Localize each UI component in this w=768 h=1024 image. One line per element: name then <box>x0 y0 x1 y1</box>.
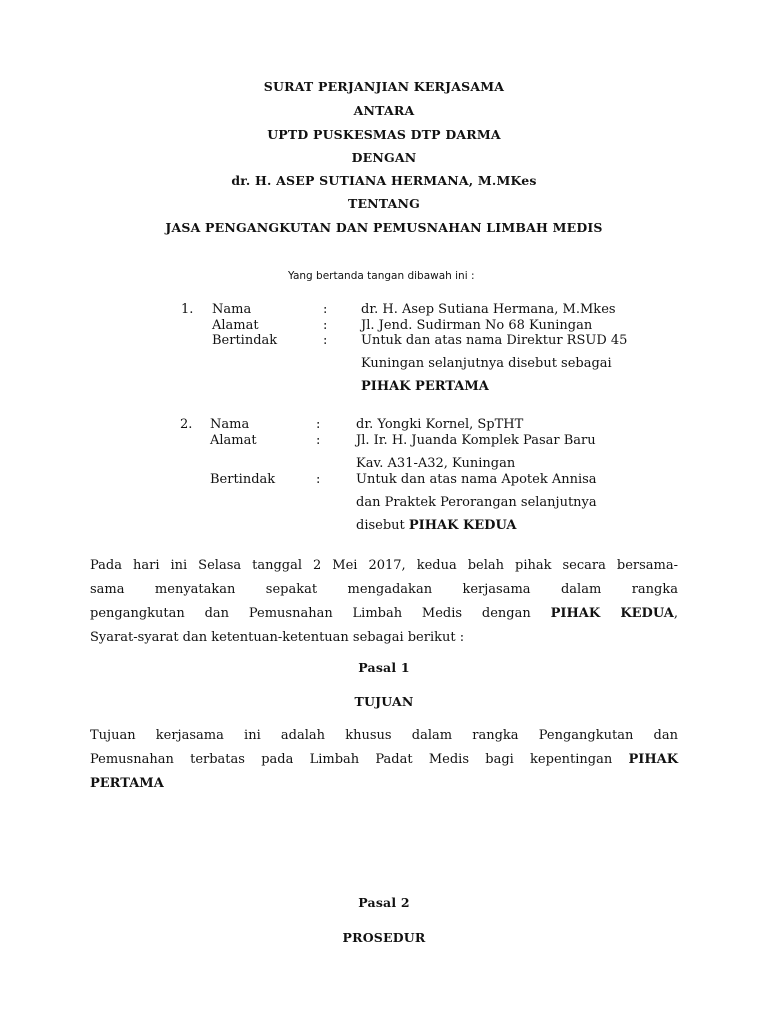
title-line-7: JASA PENGANGKUTAN DAN PEMUSNAHAN LIMBAH MEDIS <box>165 220 603 235</box>
title-line-1: SURAT PERJANJIAN KERJASAMA <box>263 79 505 94</box>
party2-alamat-label: Alamat <box>210 433 257 448</box>
party2-bertindak-label: Bertindak <box>210 472 276 487</box>
party1-bertindak-label: Bertindak <box>212 333 278 348</box>
pasal1-heading: TUJUAN <box>354 694 414 709</box>
opening-line-1: Pada hari ini Selasa tanggal 2 Mei 2017, kedua belah pihak secara bersama- <box>90 558 678 573</box>
party2-disebut: disebut <box>356 518 405 533</box>
intro-text: Yang bertanda tangan dibawah ini : <box>288 270 475 282</box>
party2-bertindak-1: Untuk dan atas nama Apotek Annisa <box>356 472 597 487</box>
title-line-5: dr. H. ASEP SUTIANA HERMANA, M.MKes <box>231 173 537 188</box>
party2-nama-label: Nama <box>210 417 250 432</box>
party2-bertindak-2: dan Praktek Perorangan selanjutnya <box>356 495 597 510</box>
opening-paragraph <box>90 554 678 650</box>
party1-nama-label: Nama <box>212 302 252 317</box>
party1-alamat-label: Alamat <box>212 318 259 333</box>
party1-role: PIHAK PERTAMA <box>361 379 489 394</box>
party2-role: PIHAK KEDUA <box>408 518 517 533</box>
party2-colon-3: : <box>316 472 321 487</box>
opening-line-3-text: pengangkutan dan Pemusnahan Limbah Medis dengan <box>90 606 531 621</box>
title-line-3: UPTD PUSKESMAS DTP DARMA <box>267 127 501 142</box>
opening-line-2: sama menyatakan sepakat mengadakan kerjasama dalam rangka <box>90 582 678 597</box>
party1-number: 1. <box>181 302 194 317</box>
party2-alamat-2: Kav. A31-A32, Kuningan <box>356 456 516 471</box>
party1-nama: dr. H. Asep Sutiana Hermana, M.Mkes <box>361 302 616 317</box>
pasal1-paragraph <box>90 724 678 796</box>
pasal2-number: Pasal 2 <box>358 895 410 910</box>
title-line-4: DENGAN <box>351 150 417 165</box>
party1-bertindak-1: Untuk dan atas nama Direktur RSUD 45 <box>361 333 628 348</box>
party1-bertindak-2: Kuningan selanjutnya disebut sebagai <box>361 356 612 371</box>
pasal1-line-1: Tujuan kerjasama ini adalah khusus dalam rangka Pengangkutan dan <box>90 728 678 743</box>
pasal1-number: Pasal 1 <box>358 660 410 675</box>
title-line-6: TENTANG <box>347 196 421 211</box>
party2-nama: dr. Yongki Kornel, SpTHT <box>356 417 524 432</box>
opening-line-3-comma: , <box>673 606 678 621</box>
pasal1-pihak: PIHAK <box>628 752 678 767</box>
party2-bertindak-3 <box>356 518 516 533</box>
party1-colon-2: : <box>323 318 328 333</box>
party1-alamat: Jl. Jend. Sudirman No 68 Kuningan <box>361 318 593 333</box>
opening-line-4: Syarat-syarat dan ketentuan-ketentuan sebagai berikut : <box>90 630 465 645</box>
opening-pihak-kedua: PIHAK KEDUA <box>550 606 674 621</box>
title-line-2: ANTARA <box>353 103 415 118</box>
party2-number: 2. <box>180 417 193 432</box>
pasal1-line-2-text: Pemusnahan terbatas pada Limbah Padat Medis bagi kepentingan <box>90 752 613 767</box>
party2-colon-1: : <box>316 417 321 432</box>
pasal1-line-3: PERTAMA <box>90 776 164 791</box>
party2-colon-2: : <box>316 433 321 448</box>
party1-colon-3: : <box>323 333 328 348</box>
pasal2-heading: PROSEDUR <box>342 930 426 945</box>
party1-colon-1: : <box>323 302 328 317</box>
pasal1-line-2 <box>90 748 678 772</box>
party2-alamat-1: Jl. Ir. H. Juanda Komplek Pasar Baru <box>356 433 596 448</box>
opening-line-3 <box>90 602 678 626</box>
